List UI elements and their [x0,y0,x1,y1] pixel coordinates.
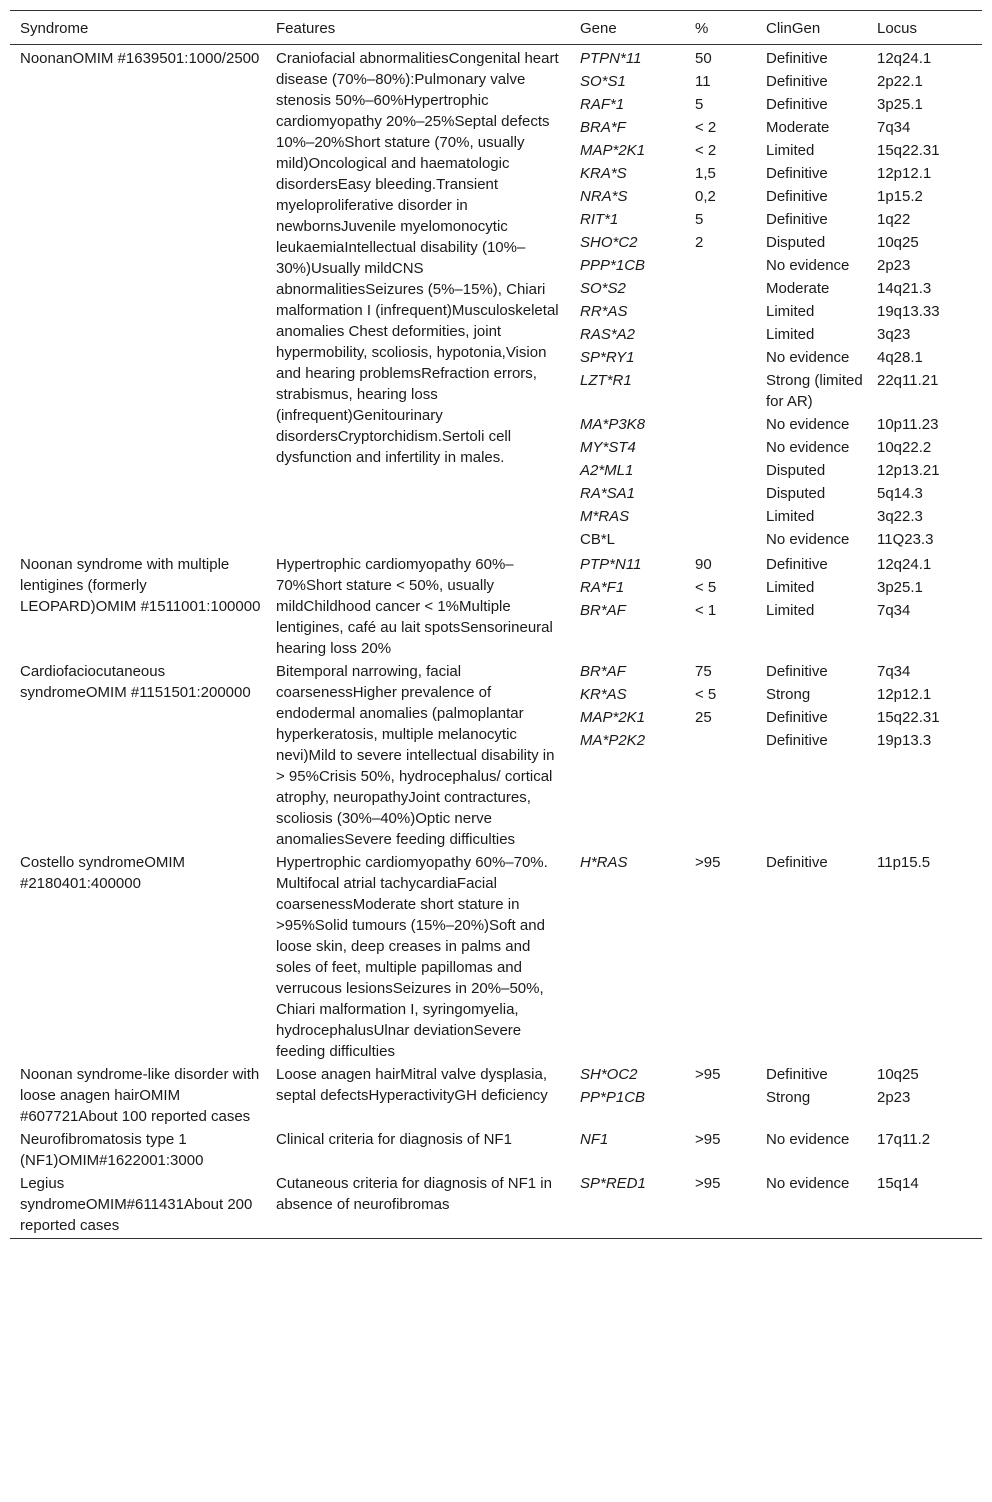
percent-value: < 2 [695,119,717,136]
percent-cell [685,1171,756,1239]
clingen-list [766,1173,863,1194]
percent-list [695,1064,752,1108]
gene-cell [570,850,685,1062]
percent-value [695,324,752,345]
clingen-value: No evidence [766,531,850,548]
syndrome-cell: Neurofibromatosis type 1 (NF1)OMIM#1622001:3000 [20,1131,204,1169]
locus-value: 12q24.1 [877,50,932,67]
clingen-value: No evidence [766,416,850,433]
locus-value: 3p25.1 [877,96,923,113]
clingen-cell [756,659,867,850]
locus-value: 11Q23.3 [877,531,934,548]
gene-value: SP*RY1 [580,349,635,366]
percent-value: 0,2 [695,188,716,205]
locus-list [877,48,978,550]
locus-value: 2p22.1 [877,73,923,90]
clingen-cell [756,1062,867,1127]
percent-list [695,661,752,751]
percent-value: 2 [695,234,704,251]
percent-value: 25 [695,709,712,726]
gene-value: BRA*F [580,119,626,136]
locus-cell [867,45,982,553]
locus-value: 12p12.1 [877,165,932,182]
gene-value: PPP*1CB [580,257,646,274]
percent-value: 5 [695,96,704,113]
gene-value: H*RAS [580,854,628,871]
header-percent: % [685,11,756,45]
locus-value: 7q34 [877,602,911,619]
locus-value: 3p25.1 [877,579,923,596]
locus-value: 5q14.3 [877,485,923,502]
percent-value: >95 [695,854,721,871]
gene-value: BR*AF [580,602,626,619]
clingen-value: Definitive [766,96,828,113]
gene-value: CB*L [580,531,616,548]
table-row [10,552,982,659]
gene-value: RAF*1 [580,96,625,113]
locus-value: 17q11.2 [877,1131,931,1148]
clingen-list [766,661,863,751]
features-cell: Craniofacial abnormalitiesCongenital heart disease (70%–80%):Pulmonary valve stenosis 50%–60%Hypertrophic cardiomyopathy 20%–25%Septal defects 10%–20%Short stature (70%, usually mild)Oncological and haematologic disordersEasy bleeding.Transient myeloproliferative disorder in newbornsJuvenile myelomonocytic leukaemiaIntellectual disability (10%–30%)Usually mildCNS abnormalitiesSeizures (5%–15%), Chiari malformation I (infrequent)Musculoskeletal anomalies Chest deformities, joint hypermobility, scoliosis, hypotonia,Vision and hearing problemsRefraction errors, strabismus, hearing loss (infrequent)Genitourinary disordersCryptorchidism.Sertoli cell dysfunction and infertility in males. [276,50,559,466]
percent-value [695,301,752,322]
gene-value: PTP*N11 [580,556,642,573]
locus-value: 2p23 [877,257,911,274]
clingen-value: Definitive [766,556,828,573]
clingen-value: No evidence [766,257,850,274]
locus-value: 3q22.3 [877,508,923,525]
locus-value: 10q25 [877,1066,919,1083]
gene-value: MAP*2K1 [580,709,646,726]
locus-value: 19q13.33 [877,303,940,320]
clingen-value: Definitive [766,73,828,90]
clingen-list [766,852,863,873]
percent-cell [685,45,756,553]
clingen-value: Moderate [766,280,830,297]
percent-list [695,1173,752,1194]
clingen-value: No evidence [766,349,850,366]
locus-value: 15q14 [877,1175,919,1192]
percent-value: < 2 [695,142,717,159]
gene-value: RA*F1 [580,579,625,596]
clingen-value: Limited [766,326,815,343]
features-cell: Loose anagen hairMitral valve dysplasia, septal defectsHyperactivityGH deficiency [276,1066,548,1104]
clingen-value: Moderate [766,119,830,136]
percent-value: 75 [695,663,712,680]
clingen-cell [756,552,867,659]
header-syndrome: Syndrome [10,11,266,45]
clingen-value: Limited [766,303,815,320]
percent-cell [685,850,756,1062]
gene-value: BR*AF [580,663,626,680]
features-cell: Bitemporal narrowing, facial coarsenessHigher prevalence of endodermal anomalies (palmoplantar hyperkeratosis, multiple melanocytic nevi)Mild to severe intellectual disability in > 95%Crisis 50%, hydrocephalus/ cortical atrophy, neuropathyJoint contractures, scoliosis (30%–40%)Optic nerve anomaliesSevere feeding difficulties [276,663,555,848]
table-row [10,850,982,1062]
percent-value [695,437,752,458]
gene-cell [570,1171,685,1239]
gene-cell [570,45,685,553]
locus-value: 10p11.23 [877,416,939,433]
percent-value: >95 [695,1131,721,1148]
gene-value: A2*ML1 [580,462,634,479]
header-gene: Gene [570,11,685,45]
gene-value: SO*S2 [580,280,626,297]
locus-list [877,1064,978,1108]
gene-cell [570,659,685,850]
gene-cell [570,1062,685,1127]
locus-value: 12q24.1 [877,556,932,573]
locus-list [877,1173,978,1194]
gene-list [580,1064,681,1108]
locus-value: 12p12.1 [877,686,932,703]
gene-value: SO*S1 [580,73,626,90]
table-row [10,659,982,850]
clingen-list [766,1129,863,1150]
table-row [10,1127,982,1171]
gene-value: RR*AS [580,303,628,320]
locus-cell [867,552,982,659]
locus-value: 1p15.2 [877,188,923,205]
percent-cell [685,552,756,659]
locus-list [877,661,978,751]
clingen-value: Limited [766,579,815,596]
percent-value [695,506,752,527]
clingen-value: Disputed [766,485,826,502]
percent-value: 50 [695,50,712,67]
gene-value: LZT*R1 [580,372,632,389]
clingen-value: Disputed [766,462,826,479]
syndrome-cell: Legius syndromeOMIM#611431About 200 reported cases [10,1171,266,1239]
header-clingen: ClinGen [756,11,867,45]
percent-value: 5 [695,211,704,228]
clingen-value: No evidence [766,439,850,456]
percent-value [695,347,752,368]
clingen-list [766,48,863,550]
features-cell: Cutaneous criteria for diagnosis of NF1 in absence of neurofibromas [266,1171,570,1239]
clingen-value: Definitive [766,709,828,726]
percent-list [695,554,752,621]
gene-value: RIT*1 [580,211,619,228]
gene-value: MA*P3K8 [580,416,646,433]
locus-value: 2p23 [877,1089,911,1106]
percent-list [695,48,752,550]
clingen-list [766,1064,863,1108]
table-row [10,1062,982,1127]
percent-value [695,529,752,550]
percent-value [695,460,752,481]
locus-list [877,852,978,873]
clingen-value: Disputed [766,234,826,251]
gene-list [580,661,681,751]
clingen-cell [756,850,867,1062]
clingen-cell [756,1171,867,1239]
locus-value: 10q25 [877,234,919,251]
table-body [10,45,982,1239]
percent-cell [685,1062,756,1127]
gene-value: MA*P2K2 [580,732,646,749]
clingen-value: Definitive [766,663,828,680]
locus-value: 1q22 [877,211,911,228]
locus-list [877,1129,978,1150]
locus-value: 4q28.1 [877,349,923,366]
percent-value: >95 [695,1175,721,1192]
percent-cell [685,659,756,850]
locus-value: 10q22.2 [877,439,932,456]
clingen-value: Strong [766,1089,811,1106]
table-header [10,11,982,45]
syndromes-table [10,10,982,1239]
gene-value: RAS*A2 [580,326,636,343]
clingen-value: Definitive [766,211,828,228]
features-cell: Hypertrophic cardiomyopathy 60%–70%Short stature < 50%, usually mildChildhood cancer < 1%Multiple lentigines, café au lait spotsSensorineural hearing loss 20% [276,556,553,657]
clingen-value: Strong [766,686,811,703]
clingen-value: Definitive [766,854,828,871]
percent-value [695,278,752,299]
percent-value: 11 [695,73,711,90]
locus-value: 22q11.21 [877,372,939,389]
percent-cell [685,1127,756,1171]
percent-value [695,1087,752,1108]
gene-cell [570,552,685,659]
gene-value: KR*AS [580,686,627,703]
gene-value: SHO*C2 [580,234,638,251]
syndrome-cell: NoonanOMIM #1639501:1000/2500 [20,50,260,67]
clingen-value: Definitive [766,732,828,749]
locus-value: 12p13.21 [877,462,940,479]
gene-value: KRA*S [580,165,627,182]
table-row [10,1171,982,1239]
features-cell: Clinical criteria for diagnosis of NF1 [276,1131,512,1148]
gene-list [580,1129,681,1150]
gene-value: SP*RED1 [580,1175,646,1192]
clingen-value: Limited [766,602,815,619]
syndrome-cell: Cardiofaciocutaneous syndromeOMIM #1151501:200000 [20,663,251,701]
locus-value: 15q22.31 [877,142,940,159]
locus-value: 11p15.5 [877,854,931,871]
syndrome-cell: Noonan syndrome-like disorder with loose anagen hairOMIM #607721About 100 reported cases [20,1066,260,1125]
percent-list [695,852,752,873]
locus-cell [867,1062,982,1127]
features-cell: Hypertrophic cardiomyopathy 60%–70%. Multifocal atrial tachycardiaFacial coarsenessModerate short stature in >95%Solid tumours (15%–20%)Soft and loose skin, deep creases in palms and soles of feet, multiple papillomas and verrucous lesionsSeizures in 20%–50%, Chiari malformation I, syringomyelia, hydrocephalusUlnar deviationSevere feeding difficulties [276,854,548,1060]
percent-value: 90 [695,556,712,573]
clingen-value: No evidence [766,1175,850,1192]
table-row [10,45,982,553]
percent-value: 1,5 [695,165,716,182]
percent-value: >95 [695,1066,721,1083]
locus-value: 14q21.3 [877,280,932,297]
clingen-value: Definitive [766,50,828,67]
gene-value: NRA*S [580,188,628,205]
gene-cell [570,1127,685,1171]
gene-list [580,852,681,873]
percent-value [695,370,752,412]
locus-value: 7q34 [877,119,911,136]
percent-value: < 5 [695,686,717,703]
percent-value [695,414,752,435]
percent-list [695,1129,752,1150]
locus-value: 15q22.31 [877,709,940,726]
percent-value: < 1 [695,602,717,619]
gene-list [580,554,681,621]
clingen-cell [756,1127,867,1171]
percent-value [695,730,752,751]
gene-list [580,1173,681,1194]
locus-value: 3q23 [877,326,911,343]
gene-value: MY*ST4 [580,439,636,456]
clingen-value: Limited [766,508,815,525]
clingen-value: Limited [766,142,815,159]
syndrome-cell: Costello syndromeOMIM #2180401:400000 [20,854,186,892]
gene-value: M*RAS [580,508,630,525]
locus-cell [867,850,982,1062]
clingen-value: No evidence [766,1131,850,1148]
percent-value: < 5 [695,579,717,596]
clingen-list [766,554,863,621]
header-locus: Locus [867,11,982,45]
locus-value: 19p13.3 [877,732,932,749]
gene-value: MAP*2K1 [580,142,646,159]
clingen-value: Definitive [766,188,828,205]
clingen-cell [756,45,867,553]
clingen-value: Definitive [766,1066,828,1083]
locus-value: 7q34 [877,663,911,680]
percent-value [695,255,752,276]
gene-value: RA*SA1 [580,485,636,502]
clingen-value: Definitive [766,165,828,182]
gene-value: SH*OC2 [580,1066,638,1083]
gene-list [580,48,681,550]
locus-cell [867,1127,982,1171]
locus-cell [867,659,982,850]
header-features: Features [266,11,570,45]
clingen-value: Strong (limited for AR) [766,372,863,410]
syndrome-cell: Noonan syndrome with multiple lentigines (formerly LEOPARD)OMIM #1511001:100000 [20,556,261,615]
gene-value: PP*P1CB [580,1089,646,1106]
gene-value: PTPN*11 [580,50,642,67]
gene-value: NF1 [580,1131,609,1148]
locus-cell [867,1171,982,1239]
percent-value [695,483,752,504]
locus-list [877,554,978,621]
